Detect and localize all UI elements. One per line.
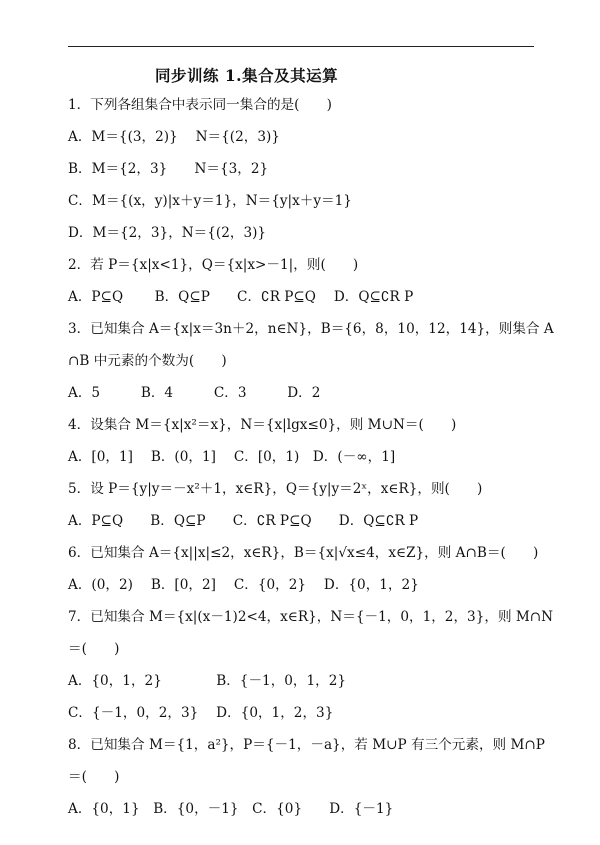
question-1-option-c: C．M＝{(x，y)|x＋y＝1}，N＝{y|x＋y＝1} <box>68 193 352 209</box>
question-8-stem-cont: ＝( ) <box>68 769 120 785</box>
question-7-options-ab: A．{0，1，2} B．{－1，0，1，2} <box>68 673 347 689</box>
question-1-option-b: B．M＝{2，3} N＝{3，2} <box>68 161 269 177</box>
question-5-options: A．P⊆Q B．Q⊆P C．∁R P⊆Q D．Q⊆∁R P <box>68 513 419 529</box>
question-6-stem: 6．已知集合 A＝{x||x|≤2，x∈R}，B＝{x|√x≤4，x∈Z}，则 A∩B＝( ) <box>68 545 539 561</box>
question-6-options: A．(0，2) B．[0，2] C．{0，2} D．{0，1，2} <box>68 577 419 593</box>
question-2-stem: 2．若 P＝{x|x<1}，Q＝{x|x>－1|，则( ) <box>68 257 359 273</box>
question-7-options-cd: C．{－1，0，2，3} D．{0，1，2，3} <box>68 705 334 721</box>
question-3-stem-cont: ∩B 中元素的个数为( ) <box>68 353 227 369</box>
question-4-options: A．[0，1] B．(0，1] C．[0，1) D．(－∞，1] <box>68 449 396 465</box>
page-title: 同步训练 1.集合及其运算 <box>155 66 339 85</box>
question-7-stem: 7．已知集合 M＝{x|(x－1)2<4，x∈R}，N＝{－1，0，1，2，3}，则 M∩N <box>68 609 554 625</box>
question-1-option-a: A．M＝{(3，2)} N＝{(2，3)} <box>68 129 280 145</box>
question-2-options: A．P⊆Q B．Q⊆P C．∁R P⊆Q D．Q⊆∁R P <box>68 289 414 305</box>
question-3-options: A．5 B．4 C．3 D．2 <box>68 385 321 401</box>
question-1-stem: 1．下列各组集合中表示同一集合的是( ) <box>68 97 332 113</box>
question-3-stem: 3．已知集合 A＝{x|x＝3n＋2，n∈N}，B＝{6，8，10，12，14}，则集合 A <box>68 321 554 337</box>
question-8-stem: 8．已知集合 M＝{1，a²}，P＝{－1，－a}，若 M∪P 有三个元素，则 M∩P <box>68 737 545 753</box>
question-4-stem: 4．设集合 M＝{x|x²＝x}，N＝{x|lgx≤0}，则 M∪N＝( ) <box>68 417 457 433</box>
question-1-option-d: D．M＝{2，3}，N＝{(2，3)} <box>68 225 267 241</box>
question-5-stem: 5．设 P＝{y|y＝－x²＋1，x∈R}，Q＝{y|y＝2ˣ，x∈R}，则( ) <box>68 481 483 497</box>
question-7-stem-cont: ＝( ) <box>68 641 120 657</box>
question-8-options: A．{0，1} B．{0，－1} C．{0} D．{－1} <box>68 801 394 817</box>
header-rule <box>68 46 534 47</box>
